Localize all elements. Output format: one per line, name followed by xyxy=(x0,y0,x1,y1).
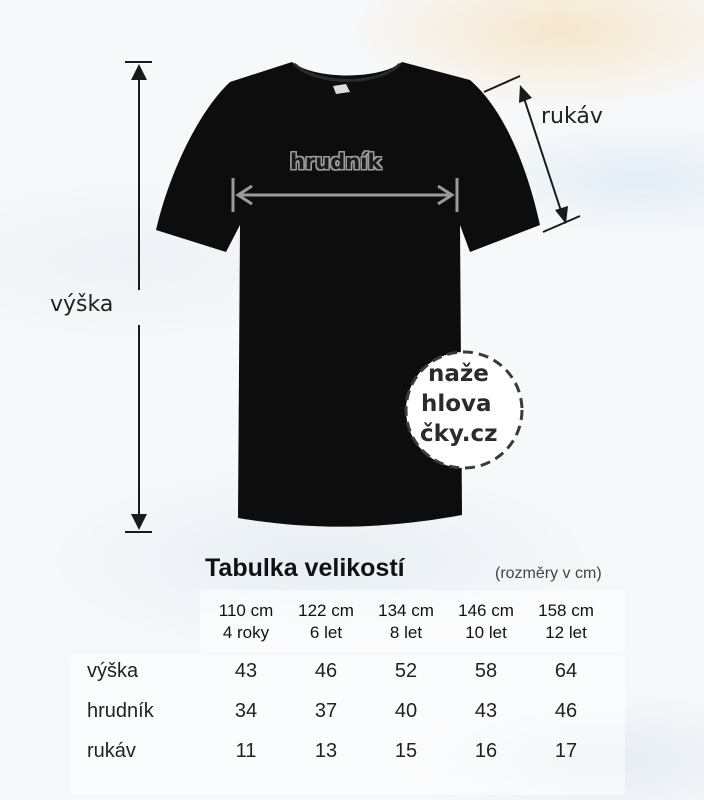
size-age: 10 let xyxy=(465,623,507,642)
row-label-vyska: výška xyxy=(87,660,139,682)
sleeve-label: rukáv xyxy=(541,104,603,129)
logo-stamp-line: naže xyxy=(428,361,489,387)
height-arrow xyxy=(125,62,152,532)
table-cell: 46 xyxy=(554,700,578,722)
size-column-header xyxy=(446,600,526,644)
table-cell: 52 xyxy=(394,660,418,682)
table-cell: 46 xyxy=(314,660,338,682)
table-cell: 40 xyxy=(394,700,418,722)
chest-label: hrudník xyxy=(290,150,382,174)
table-cell: 64 xyxy=(554,660,578,682)
table-cell: 37 xyxy=(314,700,338,722)
height-label: výška xyxy=(50,292,114,317)
size-height: 134 cm xyxy=(378,601,434,620)
size-column-header xyxy=(366,600,446,644)
size-age: 4 roky xyxy=(222,623,270,642)
size-table-note: (rozměry v cm) xyxy=(495,565,602,582)
size-column-header xyxy=(526,600,606,644)
size-height: 158 cm xyxy=(538,601,594,620)
size-height: 110 cm xyxy=(218,601,274,620)
table-cell: 34 xyxy=(234,700,258,722)
table-cell: 11 xyxy=(235,740,257,762)
table-cell: 58 xyxy=(474,660,498,682)
table-cell: 43 xyxy=(234,660,258,682)
size-age: 6 let xyxy=(309,623,343,642)
size-column-header xyxy=(286,600,366,644)
table-cell: 43 xyxy=(474,700,498,722)
row-label-rukav: rukáv xyxy=(87,740,136,762)
size-column-header xyxy=(206,600,286,644)
table-cell: 13 xyxy=(314,740,338,762)
size-height: 122 cm xyxy=(298,601,354,620)
table-cell: 17 xyxy=(554,740,578,762)
row-label-hrudnik: hrudník xyxy=(87,700,154,722)
logo-stamp-line: hlova xyxy=(421,391,492,417)
table-cell: 15 xyxy=(394,740,418,762)
size-table-title: Tabulka velikostí xyxy=(205,554,405,582)
table-cell: 16 xyxy=(474,740,498,762)
size-age: 8 let xyxy=(389,623,423,642)
size-age: 12 let xyxy=(545,623,587,642)
logo-stamp-line: čky.cz xyxy=(420,421,498,447)
size-height: 146 cm xyxy=(458,601,514,620)
